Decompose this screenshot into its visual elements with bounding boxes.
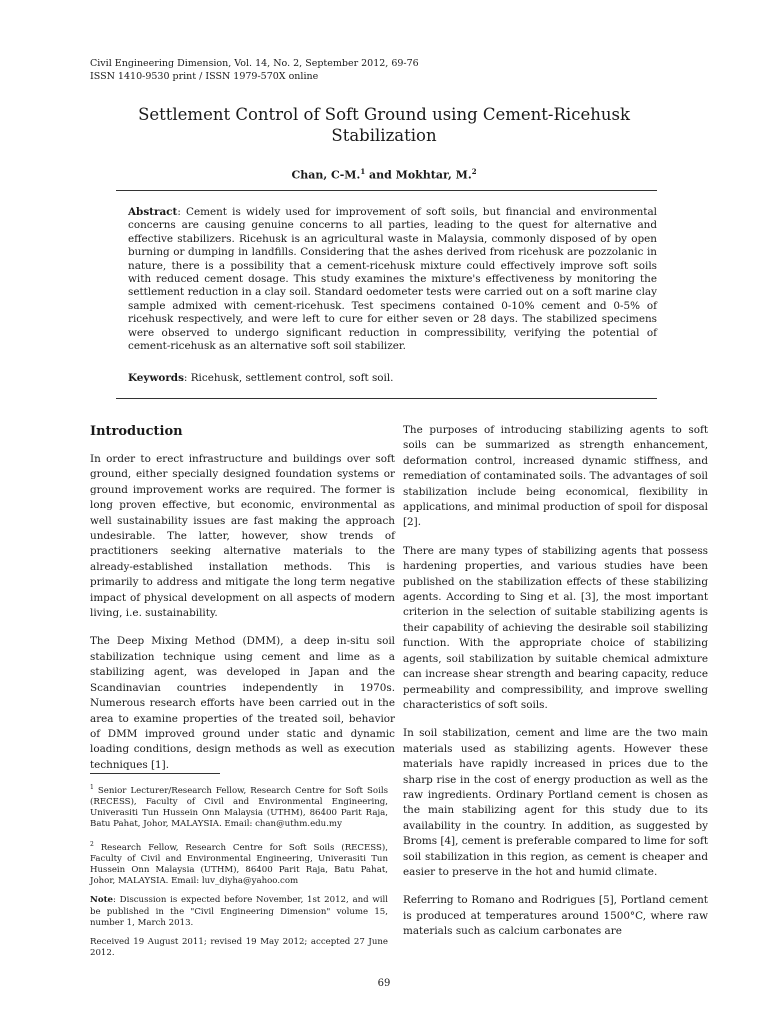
footnote-1-text: Senior Lecturer/Research Fellow, Research Centre for Soft Soils (RECESS), Faculty of Civil and Environmental Engineering, Univerasiti Tun Hussein Onn Malaysia (UTHM), 86400 Parit Raja, Batu Pahat, Johor, MALAYSIA. Email: chan@uthm.edu.my (90, 785, 388, 830)
note-text: : Discussion is expected before November, 1st 2012, and will be published in the "Civil Engineering Dimension" volume 15, number 1, March 2013. (90, 895, 388, 928)
author-joiner: and (365, 168, 396, 182)
author-1-affiliation-mark: 1 (360, 167, 366, 176)
left-paragraph-1: In order to erect infrastructure and buildings over soft ground, either specially designed foundation systems or ground improvement works are required. The former is long proven effective, but economic, environmental as well sustainability issues are fast making the approach undesirable. The latter, however, show trends of practitioners seeking alternative materials to the already-established installation methods. This is primarily to address and mitigate the long term negative impact of physical development on all aspects of modern living, i.e. sustainability. (90, 453, 395, 620)
bottom-divider (116, 398, 657, 399)
abstract-text: : Cement is widely used for improvement of soft soils, but financial and environmental concerns are causing genuine concerns to all parties, leading to the quest for alternative and effective stabilizers. Ricehusk is an agricultural waste in Malaysia, commonly disposed of by open burning or dumping in landfills. Considering that the ashes derived from ricehusk are pozzolanic in nature, there is a possibility that a cement-ricehusk mixture could effectively improve soft soils with reduced cement dosage. This study examines the mixture's effectiveness by monitoring the settlement reduction in a clay soil. Standard oedometer tests were carried out on a soft marine clay sample admixed with cement-ricehusk. Test specimens contained 0-10% cement and 0-5% of ricehusk respectively, and were left to cure for either seven or 28 days. The stabilized specimens were observed to undergo significant reduction in compressibility, verifying the potential of cement-ricehusk as an alternative soft soil stabilizer. (128, 206, 657, 353)
title-line-2: Stabilization (331, 126, 437, 145)
right-paragraph-1: The purposes of introducing stabilizing agents to soft soils can be summarized as strength enhancement, deformation control, increased dynamic stiffness, and remediation of contaminated soils. The advantages of soil stabilization include being economical, flexibility in applications, and minimal production of spoil for disposal [2]. (403, 424, 708, 529)
note-label: Note (90, 895, 114, 906)
footnote-2-text: Research Fellow, Research Centre for Soft Soils (RECESS), Faculty of Civil and Environmental Engineering, Univerasiti Tun Hussein Onn Malaysia (UTHM), 86400 Parit Raja, Batu Pahat, Johor, MALAYSIA. Email: luv_diyha@yahoo.com (90, 842, 388, 887)
introduction-heading: Introduction (90, 424, 183, 439)
footnote-1-mark: 1 (90, 784, 94, 791)
author-2: Mokhtar, M. (395, 168, 472, 182)
page-number: 69 (377, 978, 391, 989)
abstract-block (128, 206, 657, 353)
footnote-1 (90, 782, 388, 831)
left-column (90, 424, 395, 786)
received-dates: Received 19 August 2011; revised 19 May 2012; accepted 27 June 2012. (90, 936, 388, 959)
left-paragraph-2: The Deep Mixing Method (DMM), a deep in-situ soil stabilization technique using cement and lime as a stabilizing agent, was developed in Japan and the Scandinavian countries independently in 1970s. Numerous research efforts have been carried out in the area to examine properties of the treated soil, behavior of DMM improved ground under static and dynamic loading conditions, design methods as well as execution techniques [1]. (90, 635, 395, 771)
top-divider (116, 190, 657, 191)
issn-line: ISSN 1410-9530 print / ISSN 1979-570X online (90, 70, 319, 82)
right-column (403, 423, 708, 953)
journal-citation: Civil Engineering Dimension, Vol. 14, No. 2, September 2012, 69-76 (90, 58, 419, 69)
footnote-2-mark: 2 (90, 840, 94, 848)
paper-title (90, 104, 678, 146)
footnotes (90, 782, 388, 967)
right-paragraph-2: There are many types of stabilizing agents that possess hardening properties, and various studies have been published on the stabilization effects of these stabilizing agents. According to Sing et al. [3], the most important criterion in the selection of suitable stabilizing agents is their capability of achieving the desirable soil stabilizing function. With the appropriate choice of stabilizing agents, soil stabilization by suitable chemical admixture can increase shear strength and bearing capacity, reduce permeability and compressibility, and improve swelling characteristics of soft soils. (403, 544, 708, 711)
keywords-label: Keywords (128, 372, 184, 384)
title-line-1: Settlement Control of Soft Ground using Cement-Ricehusk (138, 105, 630, 124)
keywords-text: : Ricehusk, settlement control, soft soil. (183, 372, 394, 384)
footnote-2 (90, 839, 388, 888)
right-paragraph-4: Referring to Romano and Rodrigues [5], Portland cement is produced at temperatures around 1500°C, where raw materials such as calcium carbonates are (403, 894, 708, 938)
keywords-block (128, 372, 657, 384)
right-paragraph-3: In soil stabilization, cement and lime are the two main materials used as stabilizing agents. However these materials have rapidly increased in prices due to the sharp rise in the cost of energy production as well as the raw ingredients. Ordinary Portland cement is chosen as the main stabilizing agent for this study due to its availability in the country. In addition, as suggested by Broms [4], cement is preferable compared to lime for soft soil stabilization in this region, as cement is cheaper and easier to preserve in the hot and humid climate. (403, 727, 708, 878)
author-line (90, 167, 678, 182)
author-1: Chan, C-M. (291, 168, 361, 182)
discussion-note (90, 895, 388, 929)
footnote-divider (90, 773, 220, 774)
abstract-label: Abstract (128, 206, 178, 218)
author-2-affiliation-mark: 2 (471, 167, 477, 176)
journal-header (90, 58, 419, 83)
